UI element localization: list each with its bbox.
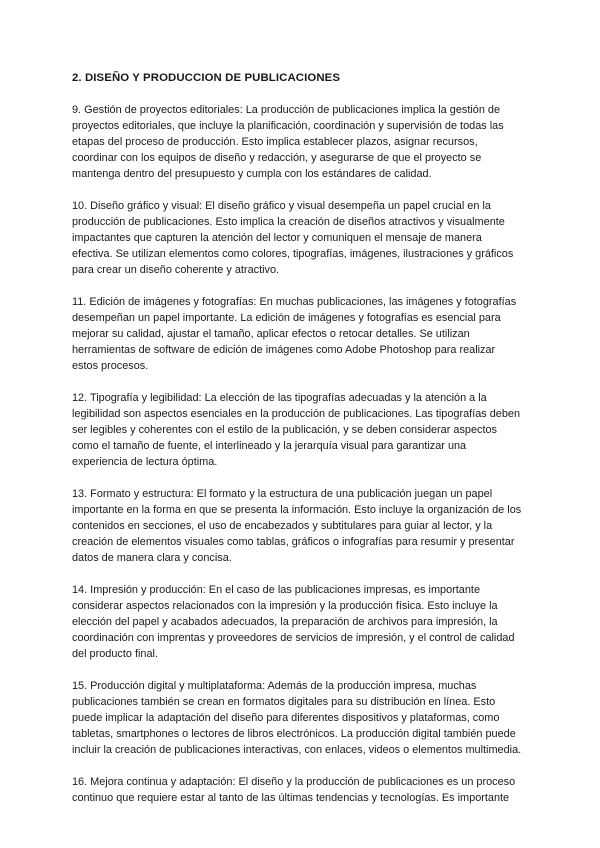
paragraph-14: 14. Impresión y producción: En el caso de las publicaciones impresas, es importante considerar aspectos relacionados con la impresión y la producción física. Esto incluye la elección del papel y acabados adecuados, la preparación de archivos para impresión, la coordinación con imprentas y proveedores de servicios de impresión, y el control de calidad del producto final. [72, 584, 515, 660]
paragraph-15: 15. Producción digital y multiplataforma: Además de la producción impresa, muchas publicaciones también se crean en formatos digitales para su distribución en línea. Esto puede implicar la adaptación del diseño para diferentes dispositivos y plataformas, como tabletas, smartphones o lectores de libros electrónicos. La producción digital también puede incluir la creación de publicaciones interactivas, con enlaces, videos o elementos multimedia. [72, 680, 522, 756]
paragraph-13: 13. Formato y estructura: El formato y la estructura de una publicación juegan un papel importante en la forma en que se presenta la información. Esto incluye la organización de los contenidos en secciones, el uso de encabezados y subtitulares para guiar al lector, y la creación de elementos visuales como tablas, gráficos o infografías para resumir y presentar datos de manera clara y concisa. [72, 488, 522, 564]
paragraph-16: 16. Mejora continua y adaptación: El diseño y la producción de publicaciones es un proceso continuo que requiere estar al tanto de las últimas tendencias y tecnologías. Es importante [72, 776, 516, 804]
section-heading: 2. DISEÑO Y PRODUCCION DE PUBLICACIONES [72, 72, 341, 84]
paragraph-11: 11. Edición de imágenes y fotografías: En muchas publicaciones, las imágenes y fotografías desempeñan un papel importante. La edición de imágenes y fotografías es esencial para mejorar su calidad, ajustar el tamaño, aplicar efectos o retocar detalles. Se utilizan herramientas de software de edición de imágenes como Adobe Photoshop para realizar estos procesos. [72, 296, 517, 372]
paragraph-9: 9. Gestión de proyectos editoriales: La producción de publicaciones implica la gestión de proyectos editoriales, que incluye la planificación, coordinación y supervisión de todas las etapas del proceso de producción. Esto implica establecer plazos, asignar recursos, coordinar con los equipos de diseño y redacción, y asegurarse de que el proyecto se mantenga dentro del presupuesto y cumpla con los estándares de calidad. [72, 104, 504, 180]
document-body [72, 70, 524, 822]
paragraph-12: 12. Tipografía y legibilidad: La elección de las tipografías adecuadas y la atención a la legibilidad son aspectos esenciales en la producción de publicaciones. Las tipografías deben ser legibles y coherentes con el estilo de la publicación, y se deben considerar aspectos como el tamaño de fuente, el interlineado y la jerarquía visual para garantizar una experiencia de lectura óptima. [72, 392, 521, 468]
paragraph-10: 10. Diseño gráfico y visual: El diseño gráfico y visual desempeña un papel crucial en la producción de publicaciones. Esto implica la creación de diseños atractivos y visualmente impactantes que capturen la atención del lector y comuniquen el mensaje de manera efectiva. Se utilizan elementos como colores, tipografías, imágenes, ilustraciones y gráficos para crear un diseño coherente y atractivo. [72, 200, 514, 276]
